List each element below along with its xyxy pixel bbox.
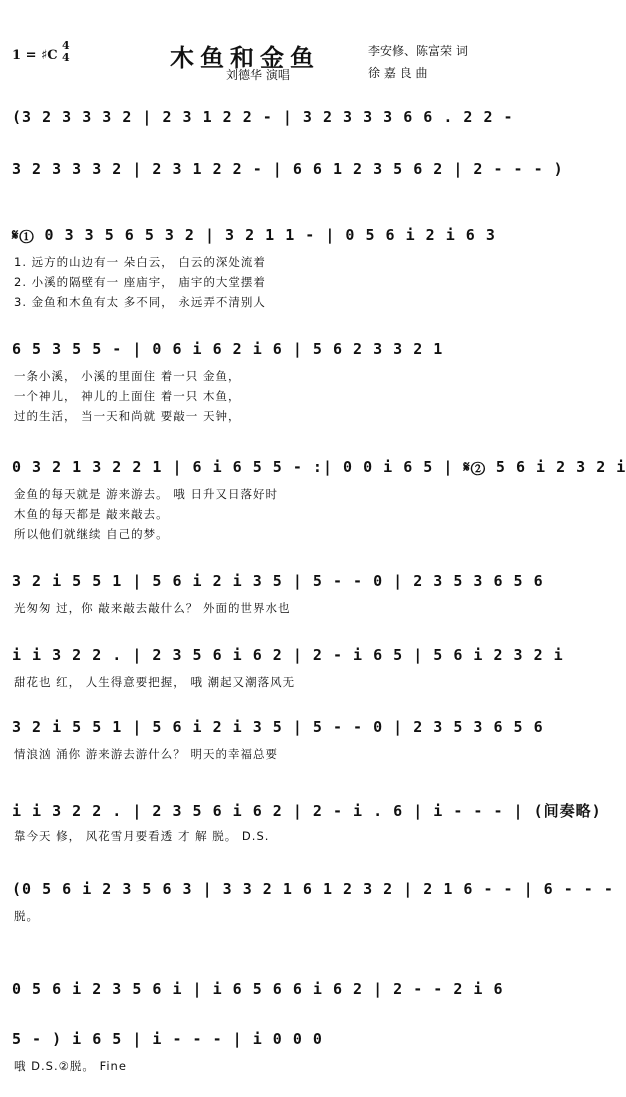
notation-row: 0 3 2 1 3 2 2 1 | 6 i 6 5 5 - :| 0 0 i 6 5 | 𝄋② 5 6 i 2 3 2 i <box>12 458 626 476</box>
lyric-line: 情浪汹 涌你 游来游去游什么？ 明天的幸福总要 <box>14 747 278 761</box>
lyric-line: 过的生活， 当一天和尚就 要敲一 天钟， <box>14 409 241 423</box>
lyric-line: 甜花也 红， 人生得意要把握， 哦 潮起又潮落风无 <box>14 675 296 689</box>
lyric-line: 一个神儿， 神儿的上面住 着一只 木鱼， <box>14 389 241 403</box>
lyric-line: 靠今天 修， 风花雪月要看透 才 解 脱。 D.S. <box>14 829 270 843</box>
notation-row: 3 2 i 5 5 1 | 5 6 i 2 i 3 5 | 5 - - 0 | 2 3 5 3 6 5 6 <box>12 572 544 590</box>
lyric-line: 木鱼的每天都是 敲来敲去。 <box>14 507 169 521</box>
notation-row: i i 3 2 2 . | 2 3 5 6 i 6 2 | 2 - i 6 5 | 5 6 i 2 3 2 i <box>12 646 564 664</box>
notation-row: (3 2 3 3 3 2 | 2 3 1 2 2 - | 3 2 3 3 3 6 6 . 2 2 - <box>12 108 514 126</box>
composer: 徐 嘉 良 曲 <box>368 66 428 80</box>
notation-row: 3 2 3 3 3 2 | 2 3 1 2 2 - | 6 6 1 2 3 5 6 2 | 2 - - - ) <box>12 160 564 178</box>
song-title: 木鱼和金鱼 <box>170 43 320 72</box>
notation-row: 0 5 6 i 2 3 5 6 i | i 6 5 6 6 i 6 2 | 2 - - 2 i 6 <box>12 980 504 998</box>
notation-row: (0 5 6 i 2 3 5 6 3 | 3 3 2 1 6 1 2 3 2 | 2 1 6 - - | 6 - - - <box>12 880 614 898</box>
lyric-line: 哦 D.S.②脱。 Fine <box>14 1059 127 1073</box>
key-signature: 1 = ♯C <box>12 48 58 63</box>
notation-row: 5 - ) i 6 5 | i - - - | i 0 0 0 <box>12 1030 323 1048</box>
time-bottom: 4 <box>62 51 70 64</box>
time-signature <box>62 40 70 64</box>
lyricist: 李安修、陈富荣 词 <box>368 44 468 58</box>
time-top: 4 <box>62 39 70 52</box>
notation-row: 3 2 i 5 5 1 | 5 6 i 2 i 3 5 | 5 - - 0 | 2 3 5 3 6 5 6 <box>12 718 544 736</box>
lyric-line: 2. 小溪的隔壁有一 座庙宇， 庙宇的大堂摆着 <box>14 275 266 289</box>
lyric-line: 3. 金鱼和木鱼有太 多不同， 永远弄不清别人 <box>14 295 266 309</box>
lyric-line: 光匆匆 过，你 敲来敲去敲什么？ 外面的世界水也 <box>14 601 291 615</box>
notation-row: 𝄋① 0 3 3 5 6 5 3 2 | 3 2 1 1 - | 0 5 6 i 2 i 6 3 <box>12 226 496 244</box>
lyric-line: 一条小溪， 小溪的里面住 着一只 金鱼， <box>14 369 241 383</box>
lyric-line: 脱。 <box>14 909 39 923</box>
lyric-line: 金鱼的每天就是 游来游去。 哦 日升又日落好时 <box>14 487 278 501</box>
notation-row: 6 5 3 5 5 - | 0 6 i 6 2 i 6 | 5 6 2 3 3 2 1 <box>12 340 444 358</box>
lyric-line: 1. 远方的山边有一 朵白云， 白云的深处流着 <box>14 255 266 269</box>
singer: 刘德华 演唱 <box>226 68 290 82</box>
lyric-line: 所以他们就继续 自己的梦。 <box>14 527 169 541</box>
notation-row: i i 3 2 2 . | 2 3 5 6 i 6 2 | 2 - i . 6 | i - - - | (间奏略) <box>12 802 602 820</box>
